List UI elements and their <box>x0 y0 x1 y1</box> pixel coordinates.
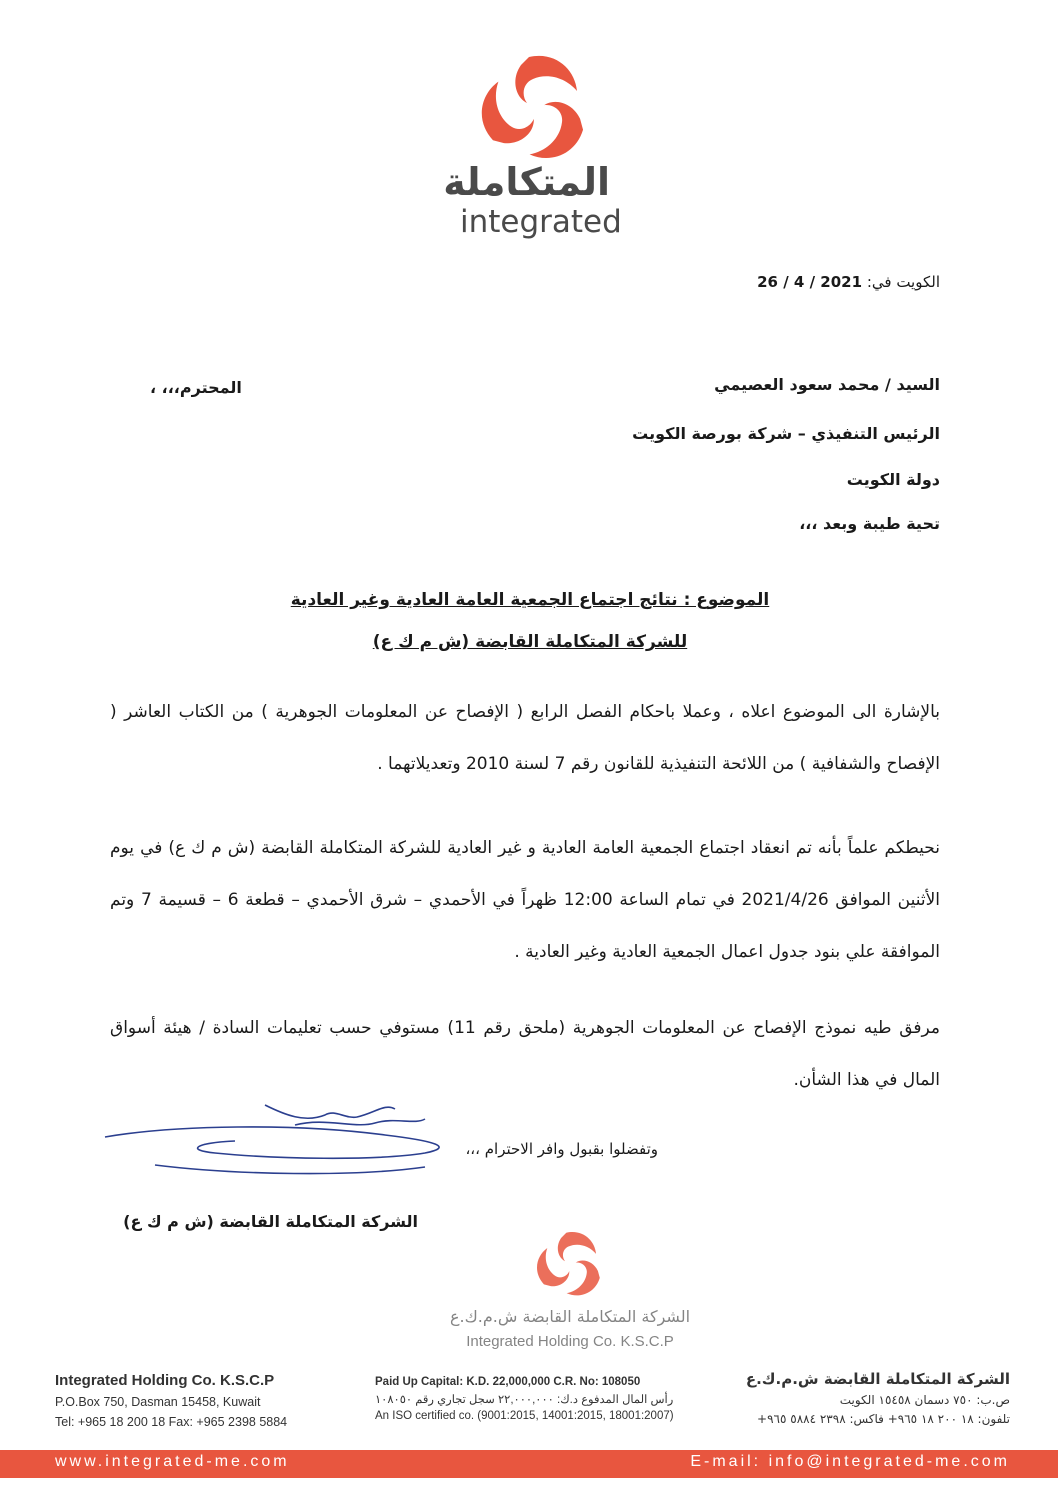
footer-iso: An ISO certified co. (9001:2015, 14001:2015, 18001:2007) <box>375 1410 674 1422</box>
footer-company-name: Integrated Holding Co. K.S.C.P <box>55 1372 275 1389</box>
logo-mark-icon <box>460 52 610 162</box>
signing-company: الشركة المتكاملة القابضة (ش م ك ع) <box>123 1212 418 1231</box>
stamp-logo-icon <box>525 1225 615 1300</box>
footer-arabic-info <box>746 1370 1010 1431</box>
footer-phone: Tel: +965 18 200 18 Fax: +965 2398 5884 <box>55 1415 288 1429</box>
stamp-arabic-text: الشركة المتكاملة القابضة ش.م.ك.ع <box>449 1307 691 1326</box>
body-paragraph-3: مرفق طيه نموذج الإفصاح عن المعلومات الجوهرية (ملحق رقم 11) مستوفي حسب تعليمات السادة / هيئة أسواق المال في هذا الشأن. <box>110 1018 940 1090</box>
subject-line-1: الموضوع : نتائج اجتماع الجمعية العامة العادية وغير العادية <box>290 590 770 610</box>
date-value: 2021 / 4 / 26 <box>757 273 863 291</box>
footer-bar <box>0 1450 1058 1478</box>
company-stamp <box>440 1225 700 1365</box>
addressee-country: دولة الكويت <box>846 470 940 489</box>
footer-website-link[interactable]: www.integrated-me.com <box>55 1453 290 1470</box>
subject-line-2: للشركة المتكاملة القابضة (ش م ك ع) <box>372 632 688 652</box>
greeting: تحية طيبة وبعد ،،، <box>799 514 940 533</box>
footer-address: P.O.Box 750, Dasman 15458, Kuwait <box>55 1395 261 1409</box>
logo-arabic-text: المتكاملة <box>443 160 610 204</box>
footer-arabic-company-name: الشركة المتكاملة القابضة ش.م.ك.ع <box>745 1370 1010 1388</box>
footer-arabic-phone: تلفون: ١٨ ٢٠٠ ١٨ ٩٦٥+ فاكس: ٢٣٩٨ ٥٨٨٤ ٩٦٥+ <box>757 1412 1010 1426</box>
addressee-name: السيد / محمد سعود العصيمي <box>714 375 940 394</box>
footer-capital: Paid Up Capital: K.D. 22,000,000 C.R. No: 108050 <box>375 1376 641 1388</box>
letter-date <box>757 273 940 291</box>
date-label: الكويت في: <box>866 273 940 291</box>
addressee-honorific: المحترم،،، ، <box>150 378 242 397</box>
footer-registration-info <box>375 1376 674 1426</box>
footer-arabic-address: ص.ب: ٧٥٠ دسمان ١٥٤٥٨ الكويت <box>839 1393 1010 1407</box>
closing-text: وتفضلوا بقبول وافر الاحترام ،،، <box>465 1140 658 1158</box>
footer-email-link[interactable]: E-mail: info@integrated-me.com <box>690 1453 1010 1470</box>
signature <box>95 1095 515 1205</box>
logo-english-text: integrated <box>460 204 622 240</box>
company-logo <box>443 52 622 247</box>
body-paragraph-1: بالإشارة الى الموضوع اعلاه ، وعملا باحكام الفصل الرابع ( الإفصاح عن المعلومات الجوهرية ) من الكتاب العاشر ( الإفصاح والشفافية ) من اللائحة التنفيذية للقانون رقم 7 لسنة 2010 وتعديلاتهما . <box>110 702 940 774</box>
body-paragraph-2: نحيطكم علماً بأنه تم انعقاد اجتماع الجمعية العامة العادية و غير العادية للشركة المتكاملة القابضة (ش م ك ع) في يوم الأثنين الموافق 2021/4/26 في تمام الساعة 12:00 ظهراً في الأحمدي – شرق الأحمدي – قطعة 6 – قسيمة 7 وتم الموافقة علي بنود جدول اعمال الجمعية العادية وغير العادية . <box>110 838 940 962</box>
footer-english-info <box>55 1372 287 1429</box>
footer-capital-arabic: رأس المال المدفوع د.ك: ٢٢,٠٠٠,٠٠٠ سجل تجاري رقم ١٠٨٠٥٠ <box>375 1394 674 1406</box>
stamp-english-text: Integrated Holding Co. K.S.C.P <box>466 1333 674 1350</box>
addressee-title: الرئيس التنفيذي – شركة بورصة الكويت <box>632 424 940 443</box>
